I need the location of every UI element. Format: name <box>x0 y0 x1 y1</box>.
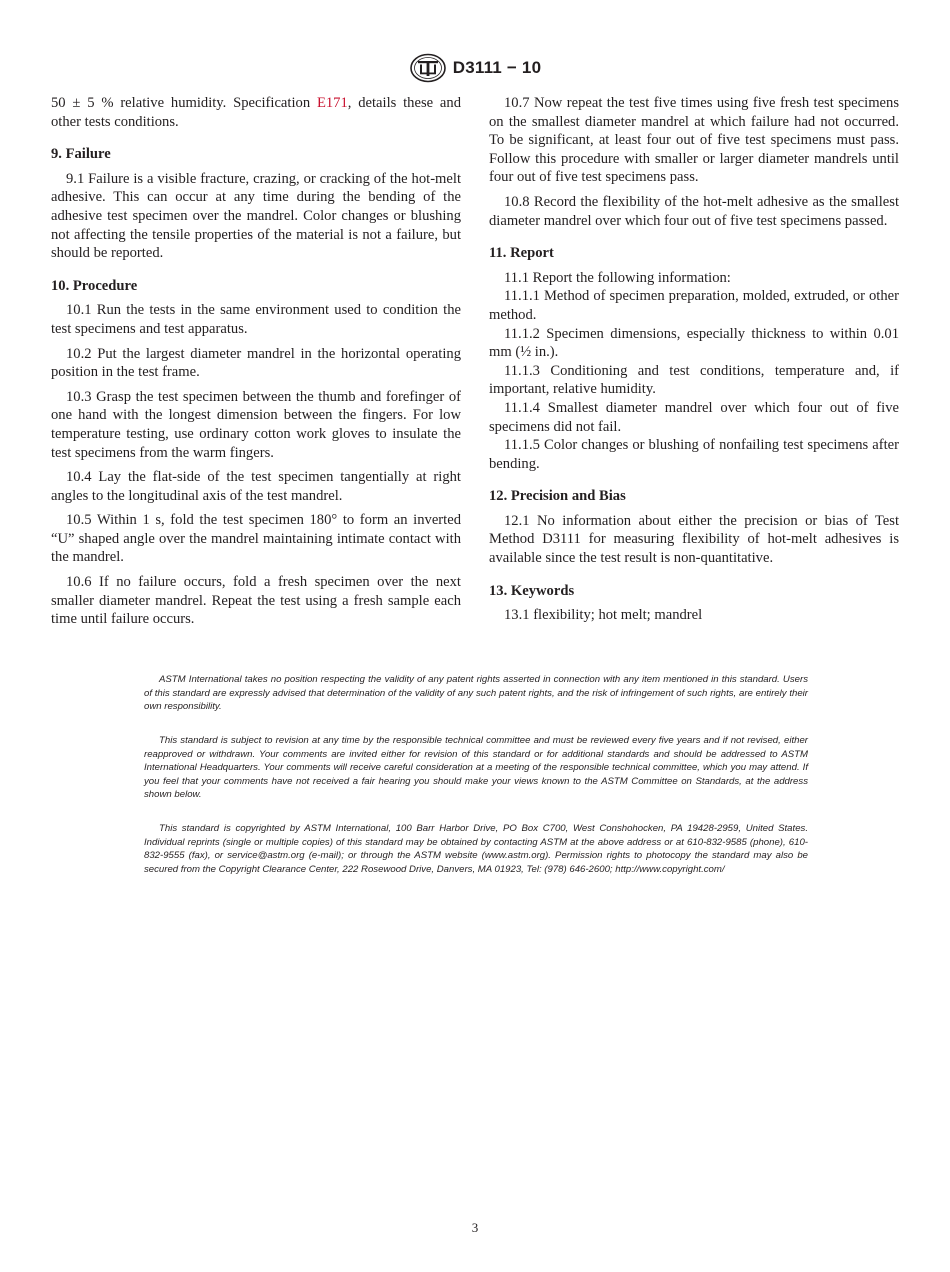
paragraph-10-4: 10.4 Lay the flat-side of the test specimen tangentially at right angles to the longitudinal axis of the test mandrel. <box>51 469 461 504</box>
paragraph-10-8: 10.8 Record the flexibility of the hot-melt adhesive as the smallest diameter mandrel over which four out of five test specimens passed. <box>489 193 899 229</box>
footnote-revision: This standard is subject to revision at any time by the responsible technical committee and must be reviewed every five years and if not revised, either reapproved or withdrawn. Your comments are invited either for revision of this standard or for additional standards and should be addressed to ASTM International Headquarters. Your comments will receive careful consideration at a meeting of the responsible technical committee, which you may attend. If you feel that your comments have not received a fair hearing you should make your views known to the ASTM Committee on Standards, at the address shown below. <box>144 735 808 801</box>
paragraph-10-5: 10.5 Within 1 s, fold the test specimen 180° to form an inverted “U” shaped angle over the mandrel maintaining intimate contact with the mandrel. <box>51 512 461 566</box>
paragraph-10-3: 10.3 Grasp the test specimen between the thumb and forefinger of one hand with the longest dimension between the fingers. For low temperature testing, use ordinary cotton work gloves to insulate the test specimens from the warm fingers. <box>51 388 461 461</box>
paragraph-13-1: 13.1 flexibility; hot melt; mandrel <box>504 607 703 624</box>
footnote-copyright: This standard is copyrighted by ASTM International, 100 Barr Harbor Drive, PO Box C700, West Conshohocken, PA 19428-2959, United States. Individual reprints (single or multiple copies) of this standard may be obtained by contacting ASTM at the above address or at 610-832-9585 (phone), 610-832-9555 (fax), or service@astm.org (e-mail); or through the ASTM website (www.astm.org). Permission rights to photocopy the standard may also be secured from the Copyright Clearance Center, 222 Rosewood Drive, Danvers, MA 01923, Tel: (978) 646-2600; http://www.copyright.com/ <box>144 823 808 875</box>
left-column <box>51 94 461 635</box>
paragraph-10-6: 10.6 If no failure occurs, fold a fresh specimen over the next smaller diameter mandrel. Repeat the test using a fresh sample each time until failure occurs. <box>51 574 461 628</box>
section-12-heading: 12. Precision and Bias <box>489 488 626 505</box>
paragraph-11-1-1: 11.1.1 Method of specimen preparation, molded, extruded, or other method. <box>489 288 899 323</box>
page-number: 3 <box>471 1220 479 1235</box>
page-header <box>0 52 950 84</box>
section-11-heading: 11. Report <box>489 245 554 262</box>
paragraph-9-1: 9.1 Failure is a visible fracture, crazing, or cracking of the hot-melt adhesive. This can occur at any time during the bending of the adhesive test specimen over the mandrel. Color changes or blushing not affecting the tensile properties of the material is not a failure, but should be reported. <box>51 170 461 262</box>
footnote-patent-rights: ASTM International takes no position respecting the validity of any patent rights asserted in connection with any item mentioned in this standard. Users of this standard are expressly advised that determination of the validity of any such patent rights, and the risk of infringement of such rights, are entirely their own responsibility. <box>144 674 808 713</box>
paragraph-10-1: 10.1 Run the tests in the same environment used to condition the test specimens and test apparatus. <box>51 302 461 337</box>
section-9-heading: 9. Failure <box>51 146 111 163</box>
section-10-heading: 10. Procedure <box>51 277 138 294</box>
paragraph-11-1-3: 11.1.3 Conditioning and test conditions, temperature and, if important, relative humidity. <box>489 362 899 398</box>
paragraph-11-1-2: 11.1.2 Specimen dimensions, especially thickness to within 0.01 mm (½ in.). <box>489 325 899 361</box>
paragraph-continued: 50 ± 5 % relative humidity. Specification E171, details these and other tests conditions. <box>51 95 462 130</box>
paragraph-11-1: 11.1 Report the following information: <box>504 269 731 286</box>
e171-link[interactable]: E171 <box>316 95 348 111</box>
right-column <box>489 94 899 631</box>
astm-logo-icon <box>409 53 447 83</box>
section-13-heading: 13. Keywords <box>489 582 575 599</box>
paragraph-10-2: 10.2 Put the largest diameter mandrel in the horizontal operating position in the test frame. <box>51 345 461 381</box>
paragraph-11-1-4: 11.1.4 Smallest diameter mandrel over which four out of five specimens did not fail. <box>489 399 899 435</box>
paragraph-10-7: 10.7 Now repeat the test five times using five fresh test specimens on the smallest diameter mandrel at which failure had not occurred. To be significant, at least four out of five test specimens must pass. Follow this procedure with smaller or larger diameter mandrels until four out of five test specimens pass. <box>489 95 899 186</box>
document-id: D3111 − 10 <box>452 58 542 77</box>
paragraph-12-1: 12.1 No information about either the precision or bias of Test Method D3111 for measuring flexibility of hot-melt adhesives is available since the test result is non-quantitative. <box>489 512 899 567</box>
paragraph-11-1-5: 11.1.5 Color changes or blushing of nonfailing test specimens after bending. <box>489 437 899 472</box>
